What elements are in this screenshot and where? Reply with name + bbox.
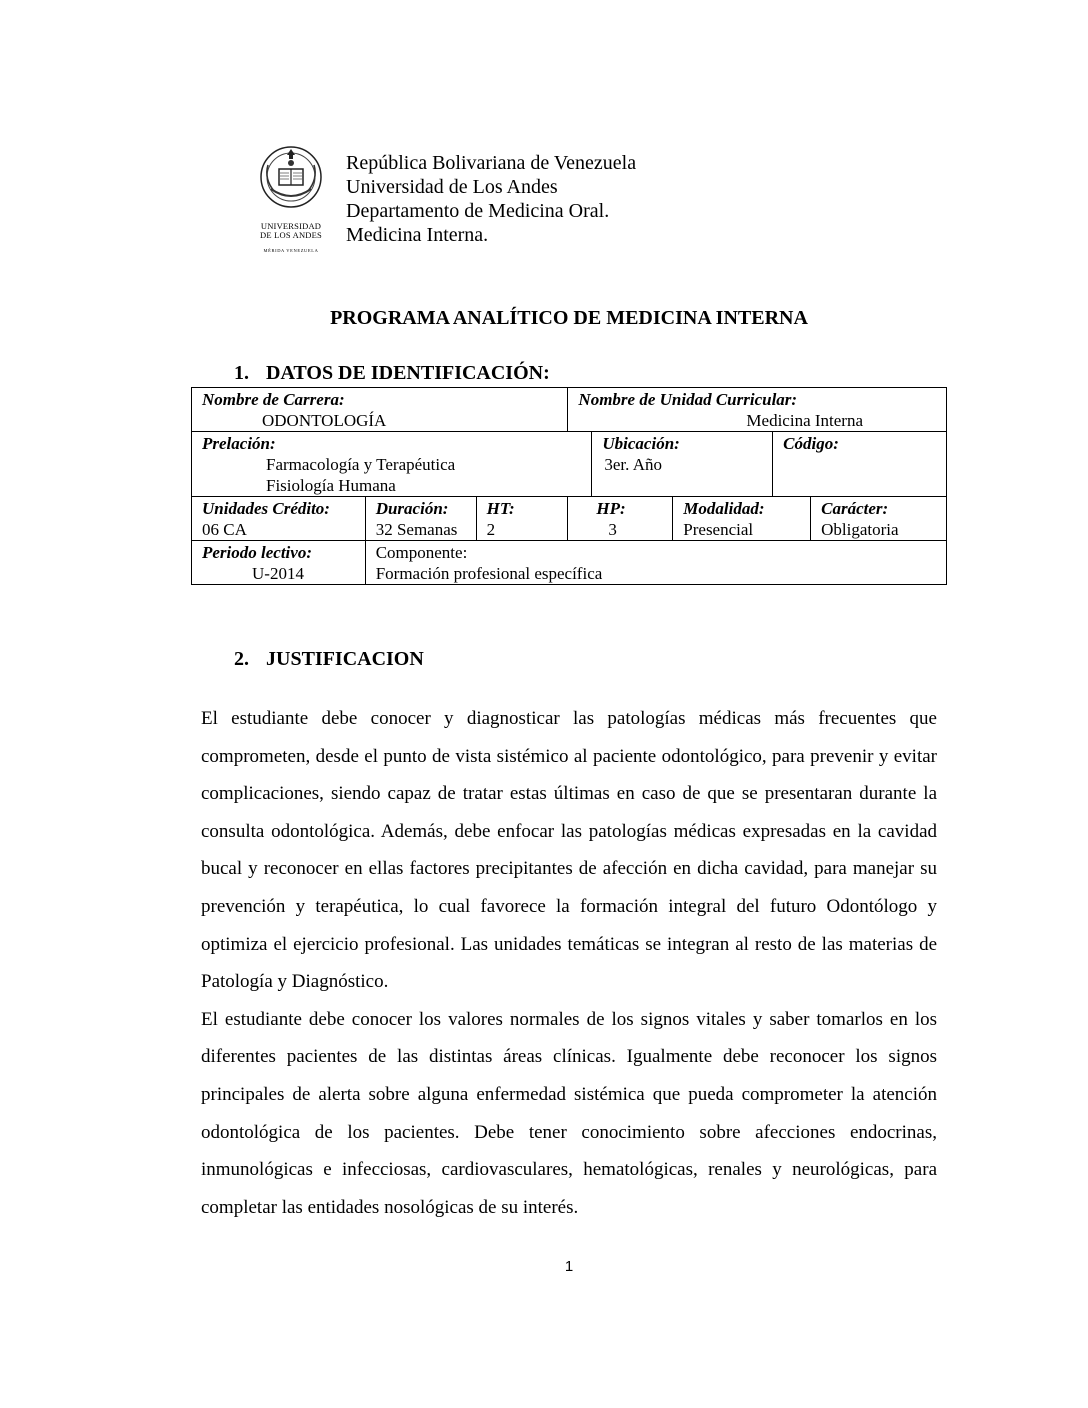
creditos-value: 06 CA bbox=[202, 520, 247, 539]
section-2-number: 2. bbox=[234, 648, 249, 670]
section-1-number: 1. bbox=[234, 362, 249, 384]
paragraph: El estudiante debe conocer y diagnosticar las patologías médicas más frecuentes que comprometen, desde el punto de vista sistémico al paciente odontológico, para prevenir y evitar complicaciones, siendo capaz de tratar estas últimas en caso de que se presentaran durante la consulta odontológica. Además, debe enfocar las patologías médicas expresadas en la cavidad bucal y reconocer en ellas factores precipitantes de afección en dicha cavidad, para manejar su prevención y terapéutica, lo cual favorece la formación integral del futuro Odontólogo y optimiza el ejercicio profesional. Las unidades temáticas se integran al resto de las materias de Patología y Diagnóstico. bbox=[201, 708, 937, 993]
caracter-label: Carácter: bbox=[821, 499, 889, 518]
periodo-cell bbox=[192, 541, 366, 585]
modalidad-label: Modalidad: bbox=[683, 499, 765, 518]
paragraph: El estudiante debe conocer los valores normales de los signos vitales y saber tomarlos en los diferentes pacientes de las distintas áreas clínicas. Igualmente debe reconocer los signos principales de alerta sobre alguna enfermedad sistémica que pueda comprometer la atención odontológica de los pacientes. Debe tener conocimiento sobre afecciones endocrinas, inmunológicas e infecciosas, cardiovasculares, hematológicas, renales y neurológicas, para completar las entidades nosológicas de su interés. bbox=[201, 1008, 937, 1218]
componente-value: Formación profesional específica bbox=[375, 564, 603, 583]
duracion-cell bbox=[365, 497, 476, 541]
caracter-cell bbox=[811, 497, 947, 541]
justification-body bbox=[201, 700, 937, 1226]
section-1-heading bbox=[234, 362, 550, 385]
header-line-subject: Medicina Interna. bbox=[346, 224, 489, 246]
ubicacion-cell bbox=[592, 432, 773, 497]
prelacion-cell bbox=[192, 432, 592, 497]
identification-table bbox=[191, 387, 947, 585]
codigo-cell bbox=[773, 432, 947, 497]
prelacion-value-1: Farmacología y Terapéutica bbox=[266, 455, 456, 474]
table-row bbox=[192, 497, 947, 541]
carrera-value: ODONTOLOGÍA bbox=[262, 411, 387, 430]
unidad-label: Nombre de Unidad Curricular: bbox=[578, 390, 798, 409]
ht-cell bbox=[476, 497, 568, 541]
document-title: PROGRAMA ANALÍTICO DE MEDICINA INTERNA bbox=[330, 307, 808, 329]
modalidad-cell bbox=[673, 497, 811, 541]
creditos-label: Unidades Crédito: bbox=[202, 499, 330, 518]
header-line-country: República Bolivariana de Venezuela bbox=[346, 152, 637, 174]
hp-value: 3 bbox=[608, 520, 617, 539]
unidad-value: Medicina Interna bbox=[746, 411, 864, 430]
section-1-title: DATOS DE IDENTIFICACIÓN: bbox=[266, 362, 550, 384]
table-row bbox=[192, 432, 947, 497]
prelacion-value-2: Fisiología Humana bbox=[266, 476, 396, 495]
duracion-label: Duración: bbox=[375, 499, 449, 518]
codigo-label: Código: bbox=[783, 434, 839, 453]
hp-label: HP: bbox=[596, 499, 626, 518]
componente-label: Componente: bbox=[375, 543, 468, 562]
section-2-title: JUSTIFICACION bbox=[266, 648, 424, 670]
hp-cell bbox=[568, 497, 673, 541]
modalidad-value: Presencial bbox=[683, 520, 754, 539]
table-row bbox=[192, 388, 947, 432]
ubicacion-label: Ubicación: bbox=[602, 434, 680, 453]
institution-header bbox=[346, 151, 636, 247]
header-line-university: Universidad de Los Andes bbox=[346, 176, 558, 198]
section-2-heading bbox=[234, 648, 424, 671]
unidad-cell bbox=[568, 388, 947, 432]
componente-cell bbox=[365, 541, 946, 585]
carrera-label: Nombre de Carrera: bbox=[202, 390, 345, 409]
periodo-label: Periodo lectivo: bbox=[202, 543, 312, 562]
creditos-cell bbox=[192, 497, 366, 541]
prelacion-label: Prelación: bbox=[202, 434, 276, 453]
caracter-value: Obligatoria bbox=[821, 520, 899, 539]
ht-label: HT: bbox=[486, 499, 515, 518]
logo-subtext: MÉRIDA VENEZUELA bbox=[263, 248, 319, 253]
carrera-cell bbox=[192, 388, 568, 432]
logo-text: UNIVERSIDAD DE LOS ANDES bbox=[260, 221, 322, 240]
header-line-department: Departamento de Medicina Oral. bbox=[346, 200, 610, 222]
page-number: 1 bbox=[564, 1258, 574, 1275]
university-seal-icon bbox=[256, 143, 326, 258]
periodo-value: U-2014 bbox=[252, 564, 304, 583]
duracion-value: 32 Semanas bbox=[375, 520, 458, 539]
ubicacion-value: 3er. Año bbox=[604, 455, 662, 474]
table-row bbox=[192, 541, 947, 585]
ht-value: 2 bbox=[486, 520, 496, 539]
